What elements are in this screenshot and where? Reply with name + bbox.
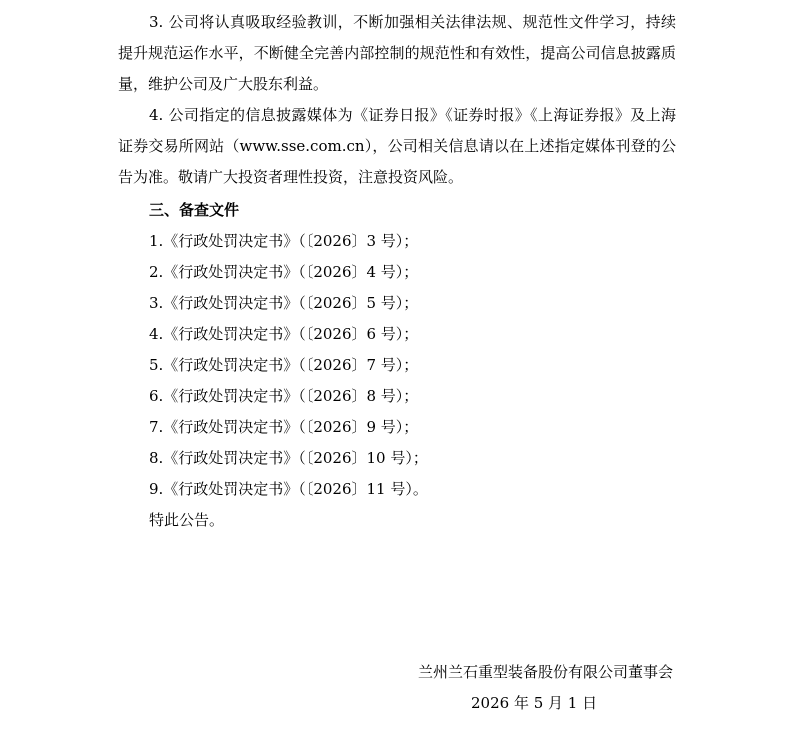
list-item: 3.《行政处罚决定书》（〔2026〕5 号）；: [149, 294, 419, 312]
list-item: 7.《行政处罚决定书》（〔2026〕9 号）；: [149, 418, 419, 436]
list-item: 1.《行政处罚决定书》（〔2026〕3 号）；: [149, 232, 419, 250]
list-item: 8.《行政处罚决定书》（〔2026〕10 号）；: [149, 449, 428, 467]
reference-documents-list: [149, 226, 428, 505]
paragraph-4: 4. 公司指定的信息披露媒体为《证券日报》《证券时报》《上海证券报》及上海证券交易所网站（www.sse.com.cn），公司相关信息请以在上述指定媒体刊登的公告为准。敬请广大投资者理性投资，注意投资风险。: [118, 106, 676, 186]
paragraph-3: 3. 公司将认真吸取经验教训，不断加强相关法律法规、规范性文件学习，持续提升规范运作水平，不断健全完善内部控制的规范性和有效性，提高公司信息披露质量，维护公司及广大股东利益。: [118, 13, 676, 93]
signer-company: 兰州兰石重型装备股份有限公司董事会: [417, 663, 673, 681]
signature-date: 2026 年 5 月 1 日: [471, 694, 598, 712]
closing-statement: 特此公告。: [149, 511, 225, 529]
list-item: 4.《行政处罚决定书》（〔2026〕6 号）；: [149, 325, 419, 343]
section-heading: 三、备查文件: [149, 201, 240, 219]
list-item: 6.《行政处罚决定书》（〔2026〕8 号）；: [149, 387, 419, 405]
list-item: 2.《行政处罚决定书》（〔2026〕4 号）；: [149, 263, 419, 281]
list-item: 9.《行政处罚决定书》（〔2026〕11 号）。: [149, 480, 428, 498]
list-item: 5.《行政处罚决定书》（〔2026〕7 号）；: [149, 356, 419, 374]
